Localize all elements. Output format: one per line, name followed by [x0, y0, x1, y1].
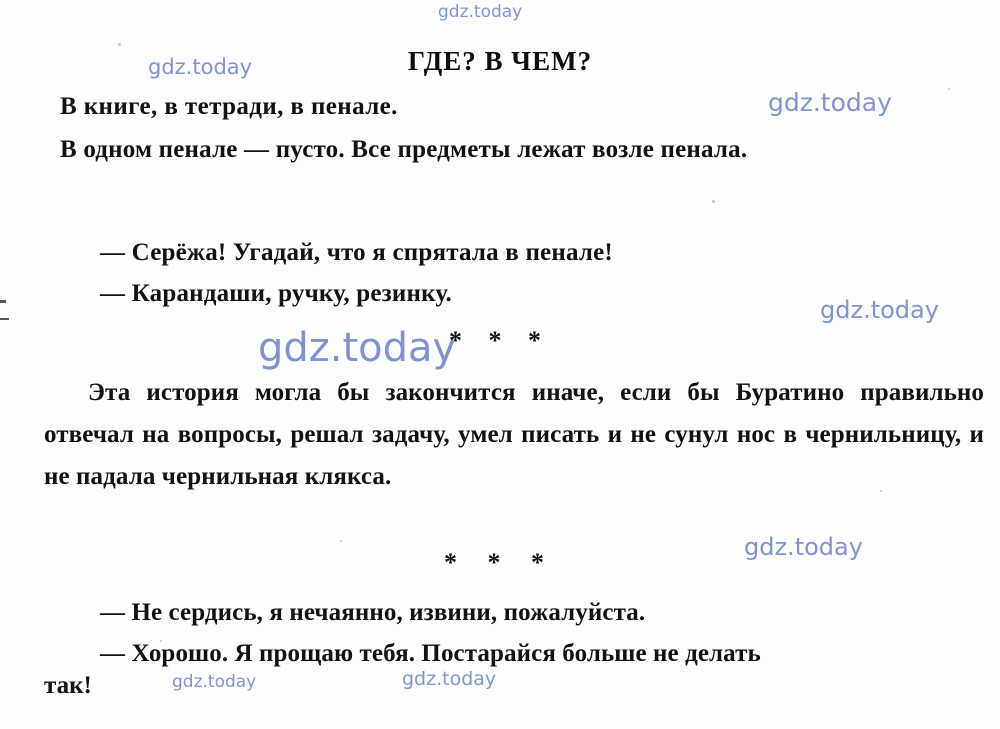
watermark-mid-right: gdz.today — [820, 296, 939, 324]
intro-paragraphs — [44, 86, 974, 170]
page-title: ГДЕ? В ЧЕМ? — [407, 46, 593, 76]
dialog-block-one — [70, 232, 970, 314]
watermark-lower-right: gdz.today — [744, 533, 863, 561]
separator-one: * * * — [449, 326, 551, 355]
scan-speck — [712, 200, 715, 203]
watermark-bottom-left: gdz.today — [172, 672, 257, 692]
dialog-line: — Не сердись, я нечаянно, извини, пожалуйста. — [100, 599, 646, 626]
watermark-overlay-center: gdz.today — [258, 325, 457, 371]
dialog-line: — Серёжа! Угадай, что я спрятала в пенале! — [100, 239, 613, 266]
watermark-bottom-center: gdz.today — [402, 668, 497, 690]
watermark-upper-right: gdz.today — [768, 88, 892, 117]
dialog-line: — Хорошо. Я прощаю тебя. Постарайся больше не делать — [100, 640, 761, 667]
dialog-line: — Карандаши, ручку, резинку. — [100, 280, 452, 307]
scan-edge-mark — [0, 318, 9, 320]
paragraph-2: В одном пенале — пусто. Все предметы лежат возле пенала. — [60, 136, 748, 163]
scan-edge-mark — [0, 300, 6, 303]
dialog-block-two — [70, 592, 1000, 674]
watermark-top-center: gdz.today — [438, 2, 523, 22]
paragraph-3: Эта история могла бы закончится иначе, если бы Буратино правильно отвечал на вопросы, решал задачу, умел писать и не сунул нос в чернильницу, и не падала чернильная клякса. — [44, 379, 984, 490]
scan-speck — [340, 540, 342, 542]
paragraph-1: В книге, в тетради, в пенале. — [60, 93, 398, 120]
watermark-upper-left: gdz.today — [148, 55, 253, 79]
paragraph-tail: так! — [44, 672, 92, 699]
separator-two: * * * — [444, 548, 556, 577]
